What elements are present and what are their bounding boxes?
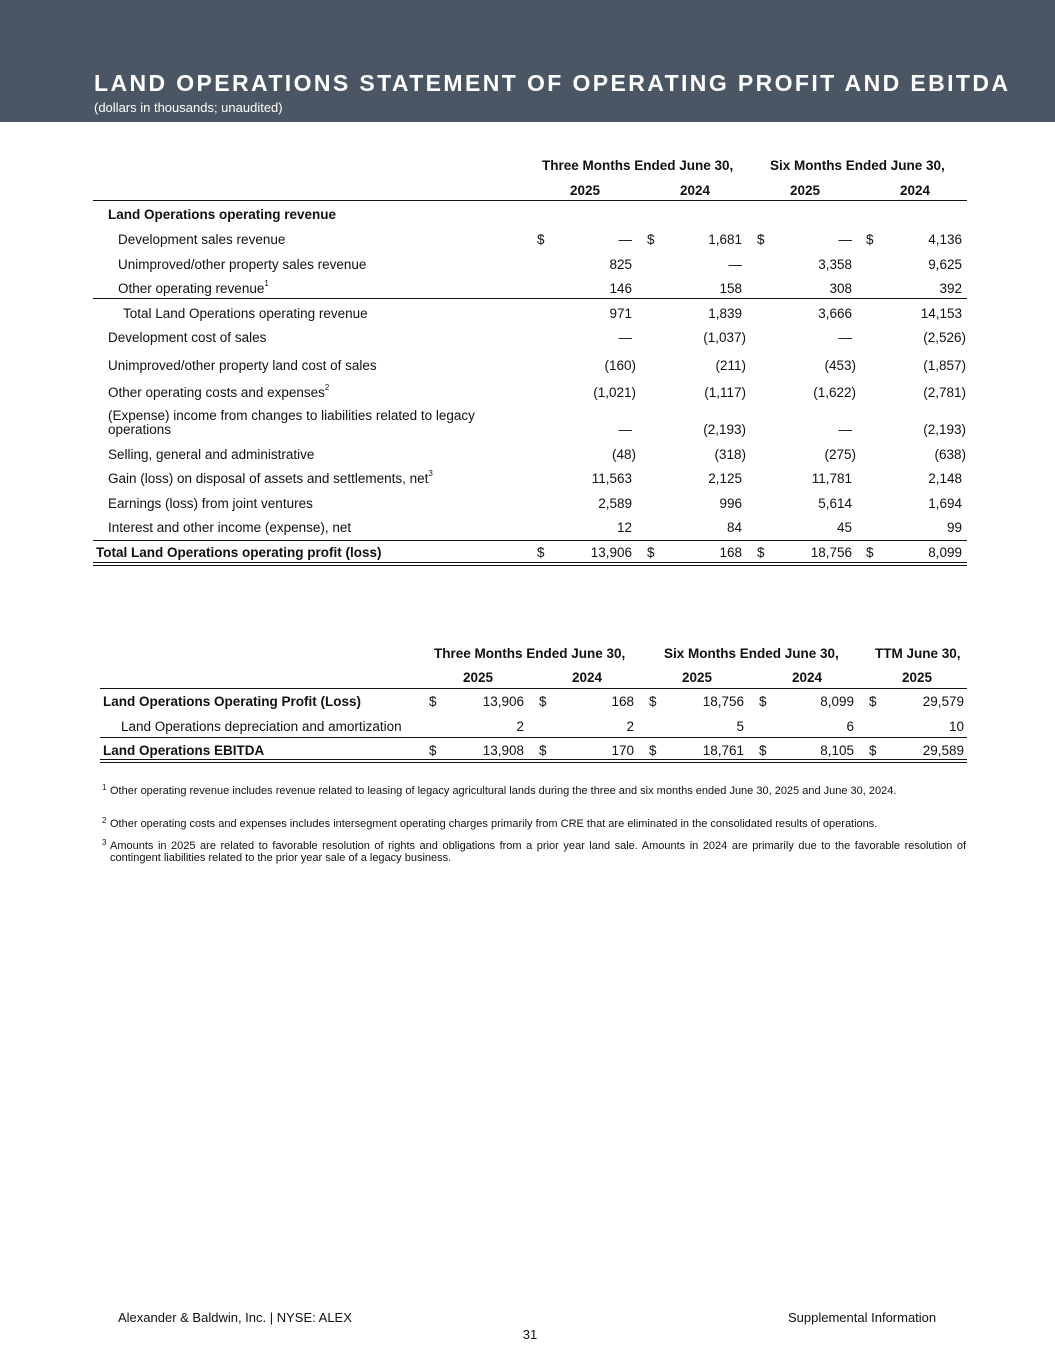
table-cell: 1,839 [708,306,742,321]
table-cell: 99 [946,520,962,535]
table-cell: (1,622) [813,385,856,400]
t1-total-double-rule-2 [93,565,967,566]
t1-section-label: Land Operations operating revenue [108,207,337,222]
t2-ebitda-double-rule-2 [100,762,967,763]
row-label [118,257,366,272]
footnote-2-number: 2 [102,816,107,825]
t1-year-col1: 2025 [569,183,601,198]
currency-sign: $ [429,694,437,709]
table-cell: 45 [836,520,852,535]
currency-sign: $ [649,694,657,709]
table-cell: 18,761 [702,743,744,758]
row-label: (Expense) income from changes to liabilities related to legacy [108,408,475,423]
t2-year-col2: 2024 [571,670,603,685]
table-cell: (2,193) [923,422,966,437]
currency-sign: $ [647,545,655,560]
footnote-ref: 3 [428,469,433,478]
t2-header-rule [100,688,967,689]
t1-total-top-rule [93,540,967,541]
row-label [118,232,285,247]
row-label-text: Unimproved/other property land cost of sales [108,358,377,373]
currency-sign: $ [759,694,767,709]
row-label [108,520,351,535]
table-cell: 18,756 [702,694,744,709]
table-cell: 29,579 [922,694,964,709]
table-cell: (275) [824,447,856,462]
header-banner [0,0,1055,122]
table-cell: 84 [726,520,742,535]
footnote-1 [102,785,966,797]
currency-sign: $ [537,545,545,560]
table-cell: (1,021) [593,385,636,400]
currency-sign: $ [757,232,765,247]
row-label-text: Development cost of sales [108,330,267,345]
row-label [108,496,313,511]
table-cell: 2 [626,719,634,734]
table-cell: 825 [609,257,632,272]
table-cell: 2 [516,719,524,734]
table-cell: 11,563 [591,471,632,486]
footnote-2 [102,818,966,830]
currency-sign: $ [649,743,657,758]
table-cell: (2,781) [923,385,966,400]
currency-sign: $ [757,545,765,560]
t2-ebitda-double-rule-1 [100,759,967,760]
ebitda-row-label: Land Operations EBITDA [103,743,265,758]
footnote-2-text: Other operating costs and expenses includes intersegment operating charges primarily from CRE that are eliminated in the consolidated results of operations. [110,818,878,830]
table-cell: 13,908 [482,743,524,758]
table-cell: — [838,232,852,247]
currency-sign: $ [539,743,547,758]
table-cell: 170 [611,743,634,758]
footnote-1-text: Other operating revenue includes revenue related to leasing of legacy agricultural lands during the three and six months ended June 30, 2025 and June 30, 2024. [110,785,897,797]
currency-sign: $ [869,743,877,758]
table-cell: 11,781 [811,471,852,486]
t2-year-col1: 2025 [462,670,494,685]
table-cell: 158 [719,281,742,296]
t1-header-rule [93,200,967,201]
t1-year-col2: 2024 [679,183,711,198]
currency-sign: $ [647,232,655,247]
table-cell: (1,037) [703,330,746,345]
table-cell: 6 [846,719,854,734]
footnote-3-text: Amounts in 2025 are related to favorable resolution of rights and obligations from a prior year land sale. Amounts in 2024 are primarily due to the favorable resolution of contingent liabilities related to the prior year sale of a legacy business. [110,840,966,864]
table-cell: 1,694 [928,496,962,511]
table-cell: 308 [829,281,852,296]
row-label [108,358,377,373]
table-cell: 14,153 [920,306,962,321]
row-label [108,330,266,345]
t1-year-col4: 2024 [899,183,931,198]
table-cell: 3,666 [818,306,852,321]
t2-group-three-months: Three Months Ended June 30, [434,646,626,661]
table-cell: — [838,422,852,437]
row-label-text: Total Land Operations operating revenue [123,306,368,321]
row-label [108,385,329,400]
t2-group-ttm: TTM June 30, [875,646,961,661]
t2-year-col5: 2025 [901,670,933,685]
table-cell: 8,099 [820,694,854,709]
table-cell: — [838,330,852,345]
t1-year-col3: 2025 [789,183,821,198]
row-label-text: Other operating revenue [118,281,265,296]
footnote-3-number: 3 [102,838,107,847]
currency-sign: $ [759,743,767,758]
table-cell: — [618,232,632,247]
currency-sign: $ [537,232,545,247]
table-cell: (1,857) [923,358,966,373]
row-label-text: Selling, general and administrative [108,447,315,462]
page-title: LAND OPERATIONS STATEMENT OF OPERATING PROFIT AND EBITDA [94,70,1011,96]
currency-sign: $ [866,545,874,560]
total-cell: 18,756 [810,545,852,560]
t1-subtotal-rule [93,298,967,299]
table-cell: 13,906 [482,694,524,709]
table-cell: (2,526) [923,330,966,345]
footnote-1-number: 1 [102,783,107,792]
row-label [118,281,269,296]
table-cell: 2,125 [708,471,742,486]
table-cell: (211) [715,358,746,373]
currency-sign: $ [866,232,874,247]
row-label [108,471,433,486]
total-cell: 13,906 [590,545,632,560]
t1-group-six-months: Six Months Ended June 30, [770,158,945,173]
table-cell: — [618,330,632,345]
table-cell: 1,681 [708,232,742,247]
ebitda-row-label: Land Operations depreciation and amortization [121,719,402,734]
footer-company: Alexander & Baldwin, Inc. | NYSE: ALEX [118,1310,352,1325]
row-label-cont: operations [108,422,172,437]
row-label-text: Other operating costs and expenses [108,385,325,400]
currency-sign: $ [429,743,437,758]
total-cell: 8,099 [928,545,962,560]
row-label-text: Unimproved/other property sales revenue [118,257,367,272]
table-cell: 996 [719,496,742,511]
table-cell: (318) [714,447,746,462]
page-subtitle: (dollars in thousands; unaudited) [94,100,283,115]
footnote-3 [102,840,966,864]
page-number: 31 [522,1327,538,1342]
table-cell: 5,614 [818,496,852,511]
t2-year-col4: 2024 [791,670,823,685]
table-cell: (2,193) [703,422,746,437]
table-cell: — [618,422,632,437]
table-cell: 5 [736,719,744,734]
table-cell: 146 [609,281,632,296]
table-cell: 9,625 [928,257,962,272]
table-cell: 2,589 [598,496,632,511]
table-cell: 12 [616,520,632,535]
table-cell: (453) [824,358,856,373]
t1-total-label: Total Land Operations operating profit (loss) [96,545,382,560]
table-cell: (160) [604,358,636,373]
table-cell: (48) [611,447,636,462]
table-cell: (638) [934,447,966,462]
footnote-ref: 1 [264,279,269,288]
table-cell: 2,148 [928,471,962,486]
t1-total-double-rule-1 [93,562,967,563]
t1-group-three-months: Three Months Ended June 30, [542,158,734,173]
currency-sign: $ [539,694,547,709]
table-cell: 29,589 [922,743,964,758]
row-label [123,306,368,321]
table-cell: 4,136 [928,232,962,247]
t2-ebitda-top-rule [100,737,967,738]
table-cell: 3,358 [818,257,852,272]
table-cell: (1,117) [704,385,746,400]
table-cell: 392 [939,281,962,296]
footer-supplemental: Supplemental Information [788,1310,937,1325]
total-cell: 168 [719,545,742,560]
table-cell: 971 [609,306,632,321]
footnote-ref: 2 [324,383,330,392]
row-label [108,447,314,462]
ebitda-row-label: Land Operations Operating Profit (Loss) [103,694,362,709]
currency-sign: $ [869,694,877,709]
table-cell: — [728,257,742,272]
table-cell: 168 [611,694,634,709]
table-cell: 8,105 [820,743,854,758]
row-label-text: Development sales revenue [118,232,286,247]
row-label-text: Interest and other income (expense), net [108,520,352,535]
t2-group-six-months: Six Months Ended June 30, [664,646,839,661]
t2-year-col3: 2025 [681,670,713,685]
table-cell: 10 [948,719,964,734]
row-label-text: Earnings (loss) from joint ventures [108,496,313,511]
row-label-text: Gain (loss) on disposal of assets and settlements, net [108,471,429,486]
